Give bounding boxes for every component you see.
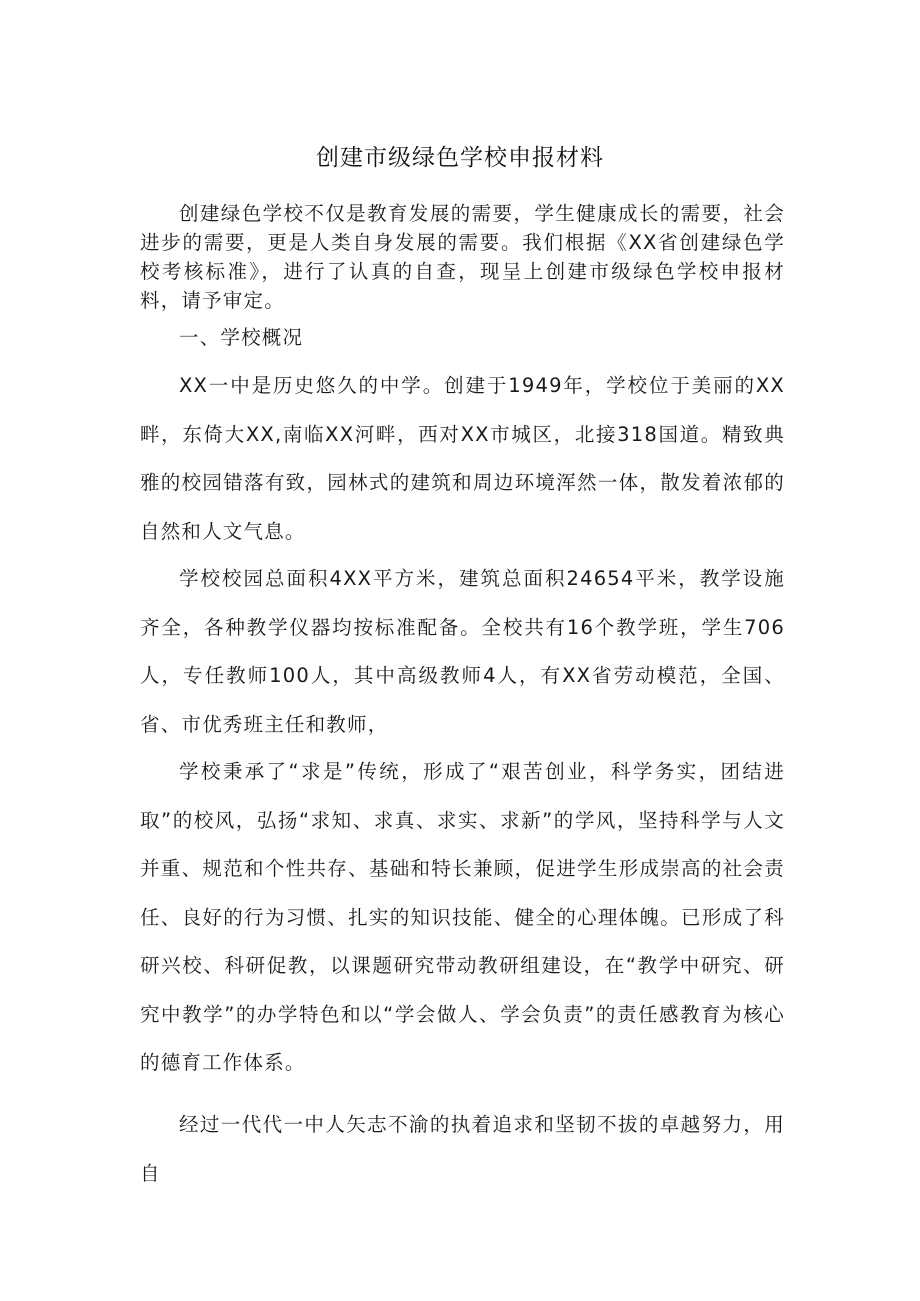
- document-title: 创建市级绿色学校申报材料: [316, 145, 604, 171]
- intro-paragraph: 创建绿色学校不仅是教育发展的需要，学生健康成长的需要，社会进步的需要，更是人类自身发展的需要。我们根据《XX省创建绿色学校考核标准》，进行了认真的自查，现呈上创建市级绿色学校申报材料，请予审定。: [140, 202, 785, 312]
- school-culture-paragraph: 学校秉承了“求是”传统，形成了“艰苦创业，科学务实，团结进取”的校风，弘扬“求知、求真、求实、求新”的学风，坚持科学与人文并重、规范和个性共存、基础和特长兼顾，促进学生形成崇高的社会责任、良好的行为习惯、扎实的知识技能、健全的心理体魄。已形成了科研兴校、科研促教，以课题研究带动教研组建设，在“教学中研究、研究中教学”的办学特色和以“学会做人、学会负责”的责任感教育为核心的德育工作体系。: [140, 760, 785, 1074]
- school-history-paragraph: XX一中是历史悠久的中学。创建于1949年，学校位于美丽的XX畔，东倚大XX,南临XX河畔，西对XX市城区，北接318国道。精致典雅的校园错落有致，园林式的建筑和周边环境浑然一体，散发着浓郁的自然和人文气息。: [140, 374, 785, 543]
- school-facilities-paragraph: 学校校园总面积4XX平方米，建筑总面积24654平米，教学设施齐全，各种教学仪器均按标准配备。全校共有16个教学班，学生706人，专任教师100人，其中高级教师4人，有XX省劳动模范，全国、省、市优秀班主任和教师，: [140, 567, 785, 736]
- section-heading-school-overview: 一、学校概况: [179, 326, 304, 349]
- closing-paragraph: 经过一代代一中人矢志不渝的执着追求和坚韧不拔的卓越努力，用自: [140, 1113, 785, 1185]
